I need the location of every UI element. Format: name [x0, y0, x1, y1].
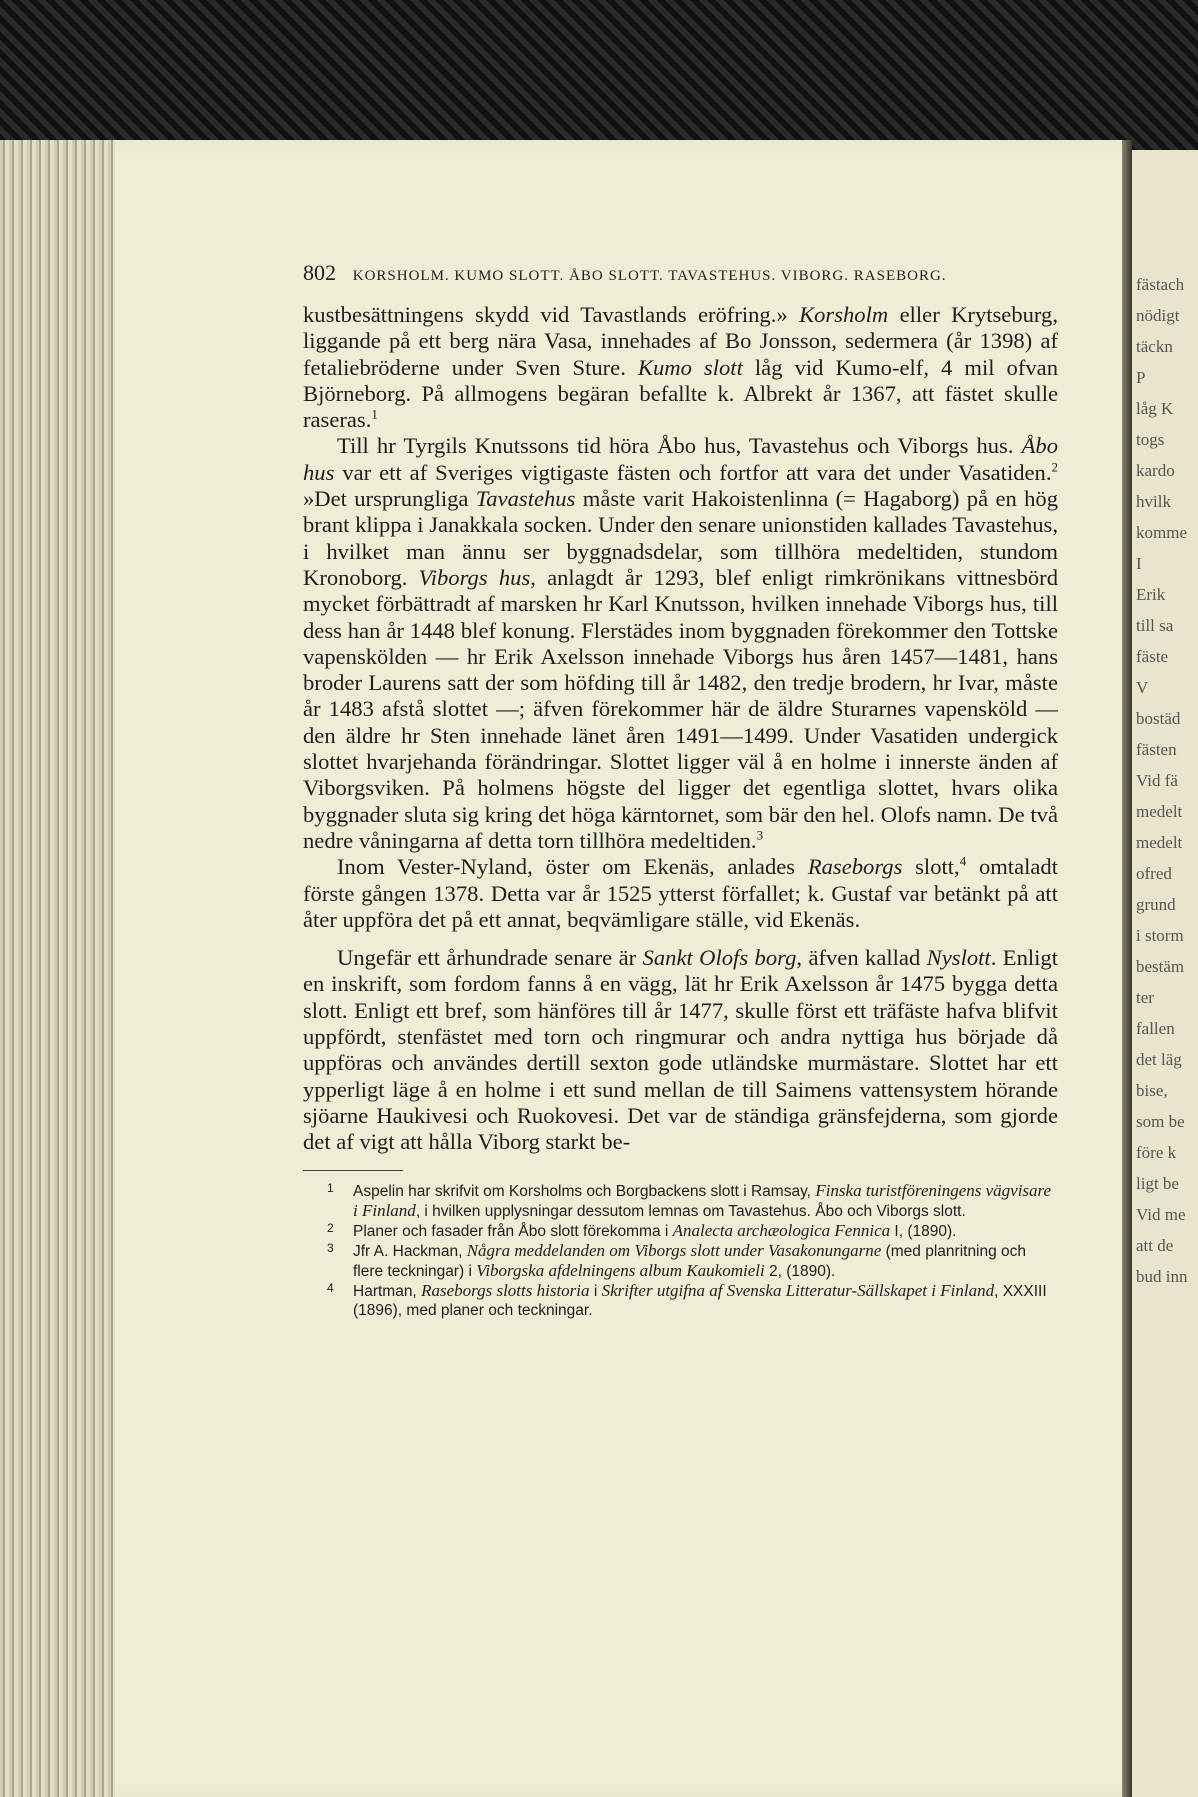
facing-page-fragment: grund: [1136, 895, 1176, 914]
footnote: 3 Jfr A. Hackman, Några meddelanden om Viborgs slott under Vasakonungarne (med planritning och flere teckningar) i Viborgska afdelningens album Kaukomieli 2, (1890).: [327, 1240, 1027, 1280]
facing-page-fragment: täckn: [1136, 337, 1173, 356]
footnote-ref: 2: [1051, 459, 1058, 475]
footnote-ref: 3: [756, 827, 764, 843]
facing-page-fragment: som be: [1136, 1112, 1185, 1131]
facing-page-fragment: före k: [1136, 1143, 1177, 1162]
facing-page-fragment: i storm: [1136, 926, 1184, 945]
page-number: 802: [303, 260, 336, 285]
facing-page-fragment: fästen: [1136, 740, 1177, 759]
facing-page-fragment: ligt be: [1136, 1174, 1179, 1193]
facing-page-fragment: fäste: [1136, 647, 1169, 666]
facing-page-fragment: Vid fä: [1136, 771, 1178, 790]
facing-page-fragment: bostäd: [1136, 709, 1181, 728]
footnote: 2 Planer och fasader från Åbo slott förekomma i Analecta archæologica Fennica I, (1890).: [327, 1220, 957, 1240]
facing-page-fragment: Vid me: [1136, 1205, 1186, 1224]
facing-page-fragment: ter: [1136, 988, 1154, 1007]
page-edges: [0, 140, 115, 1797]
facing-page-fragment: Erik: [1136, 585, 1166, 604]
paragraph: Ungefär ett århundrade senare är Sankt Olofs borg, äfven kallad Nyslott. Enligt en inskrift, som fordom fanns å en vägg, lät hr Erik Axelsson år 1475 bygga detta slott. Enligt ett bref, som hänföres till år 1477, skulle först ett träfäste hafva blifvit uppfördt, stenfästet med torn och ringmurar och andra nyttiga hus började då uppföras och användes dertill sexton gode utländske murmästare. Slottet har ett ypperligt läge å en holme i ett sund mellan de till Saimens vattensystem hörande sjöarne Haukivesi och Ruokovesi. Det var de ständiga gränsfejderna, som gjorde det af vigt att hålla Viborg starkt be-: [303, 945, 1058, 1155]
footnote: 4 Hartman, Raseborgs slotts historia i Skrifter utgifna af Svenska Litteratur-Sällskapet i Finland, XXXIII (1896), med planer och teckningar.: [327, 1280, 1047, 1319]
facing-page-fragment: fästach: [1136, 275, 1185, 294]
paragraph: Till hr Tyrgils Knutssons tid höra Åbo hus, Tavastehus och Viborgs hus. Åbo hus var ett af Sveriges vigtigaste fästen och fortfor att vara det under Vasatiden.$^2$ »Det ursprungliga Tavastehus måste varit Hakoistenlinna (= Hagaborg) på en hög brant klippa i Janakkala socken. Under den senare unionstiden kallades Tavastehus, i hvilket man ännu ser byggnadsdelar, som tillhöra medeltiden, stundom Kronoborg. Viborgs hus, anlagdt år 1293, blef enligt rimkrönikans vittnesbörd mycket förbättradt af marsken hr Karl Knutsson, hvilken innehade Viborgs hus, till dess han år 1448 blef konung. Flerstädes inom byggnaden förekommer den Tottske vapenskölden — hr Erik Axelsson innehade Viborgs hus åren 1457—1481, hans broder Laurens satt der som höfding till år 1482, den tredje brodern, hr Ivar, måste år 1483 afstå slottet —; äfven förekommer här de äldre Sturarnes vapensköld — den äldre hr Sten innehade länet åren 1491—1499. Under Vasatiden undergick slottet hvarjehanda förändringar. Slottet ligger väl å en holme i innerste änden af Viborgsviken. På holmens högste del ligger det egentliga slottet, hvars olika byggnader sluta sig kring det höga kärntornet, som bär den hel. Olofs namn. De två nedre våningarna af detta torn tillhöra medeltiden.$^3$: [303, 433, 1058, 853]
facing-page-fragment: hvilk: [1136, 492, 1171, 511]
paragraph: kustbesättningens skydd vid Tavastlands eröfring.» Korsholm eller Krytseburg, liggande på ett berg nära Vasa, innehades af Bo Jonsson, sedermera (år 1398) af fetaliebröderne under Sven Sture. Kumo slott låg vid Kumo-elf, 4 mil ofvan Björneborg. På allmogens begäran befallte k. Albrekt år 1367, att fästet skulle raseras.$^1$: [303, 302, 1058, 433]
facing-page-fragment: att de: [1136, 1236, 1174, 1255]
running-header: [303, 260, 1058, 296]
scan-background: [0, 0, 1198, 150]
facing-page-fragment: det läg: [1136, 1050, 1182, 1069]
facing-page: [1132, 150, 1198, 1797]
facing-page-fragment: bestäm: [1136, 957, 1185, 976]
body-text: [303, 302, 1058, 1156]
page-content: [303, 260, 1058, 1320]
paragraph: Inom Vester-Nyland, öster om Ekenäs, anlades Raseborgs slott,$^4$ omtaladt förste gången 1378. Detta var år 1525 ytterst förfallet; k. Gustaf var betänkt på att åter uppföra det på ett annat, beqvämligare ställe, vid Ekenäs.: [303, 853, 1058, 932]
running-title: KORSHOLM. KUMO SLOTT. ÅBO SLOTT. TAVASTEHUS. VIBORG. RASEBORG.: [352, 268, 947, 284]
facing-page-fragment: ofred: [1136, 864, 1172, 883]
facing-page-fragment: till sa: [1136, 616, 1174, 635]
facing-page-fragment: medelt: [1136, 833, 1183, 852]
facing-page-fragment: I: [1136, 554, 1142, 573]
facing-page-fragment: nödigt: [1136, 306, 1180, 325]
footnote: 1 Aspelin har skrifvit om Korsholms och Borgbackens slott i Ramsay, Finska turistföreningens vägvisare i Finland, i hvilken upplysningar dessutom lemnas om Tavastehus. Åbo och Viborgs slott.: [327, 1180, 1052, 1220]
facing-page-fragment: bise,: [1136, 1081, 1168, 1100]
facing-page-fragment: kardo: [1136, 461, 1175, 480]
footnote-ref: 1: [371, 406, 378, 422]
facing-page-fragment: bud inn: [1136, 1267, 1188, 1286]
footnote-ref: 4: [959, 853, 967, 869]
facing-page-fragment: medelt: [1136, 802, 1183, 821]
facing-page-fragment: P: [1136, 368, 1146, 387]
facing-page-fragment: V: [1136, 678, 1149, 697]
facing-page-fragment: togs: [1136, 430, 1165, 449]
facing-page-fragment: låg K: [1136, 399, 1174, 418]
footnotes: [303, 1181, 1058, 1320]
footnote-divider: [303, 1170, 403, 1171]
book-gutter: [1122, 140, 1132, 1797]
facing-page-fragment: fallen: [1136, 1019, 1175, 1038]
facing-page-fragment: komme: [1136, 523, 1187, 542]
